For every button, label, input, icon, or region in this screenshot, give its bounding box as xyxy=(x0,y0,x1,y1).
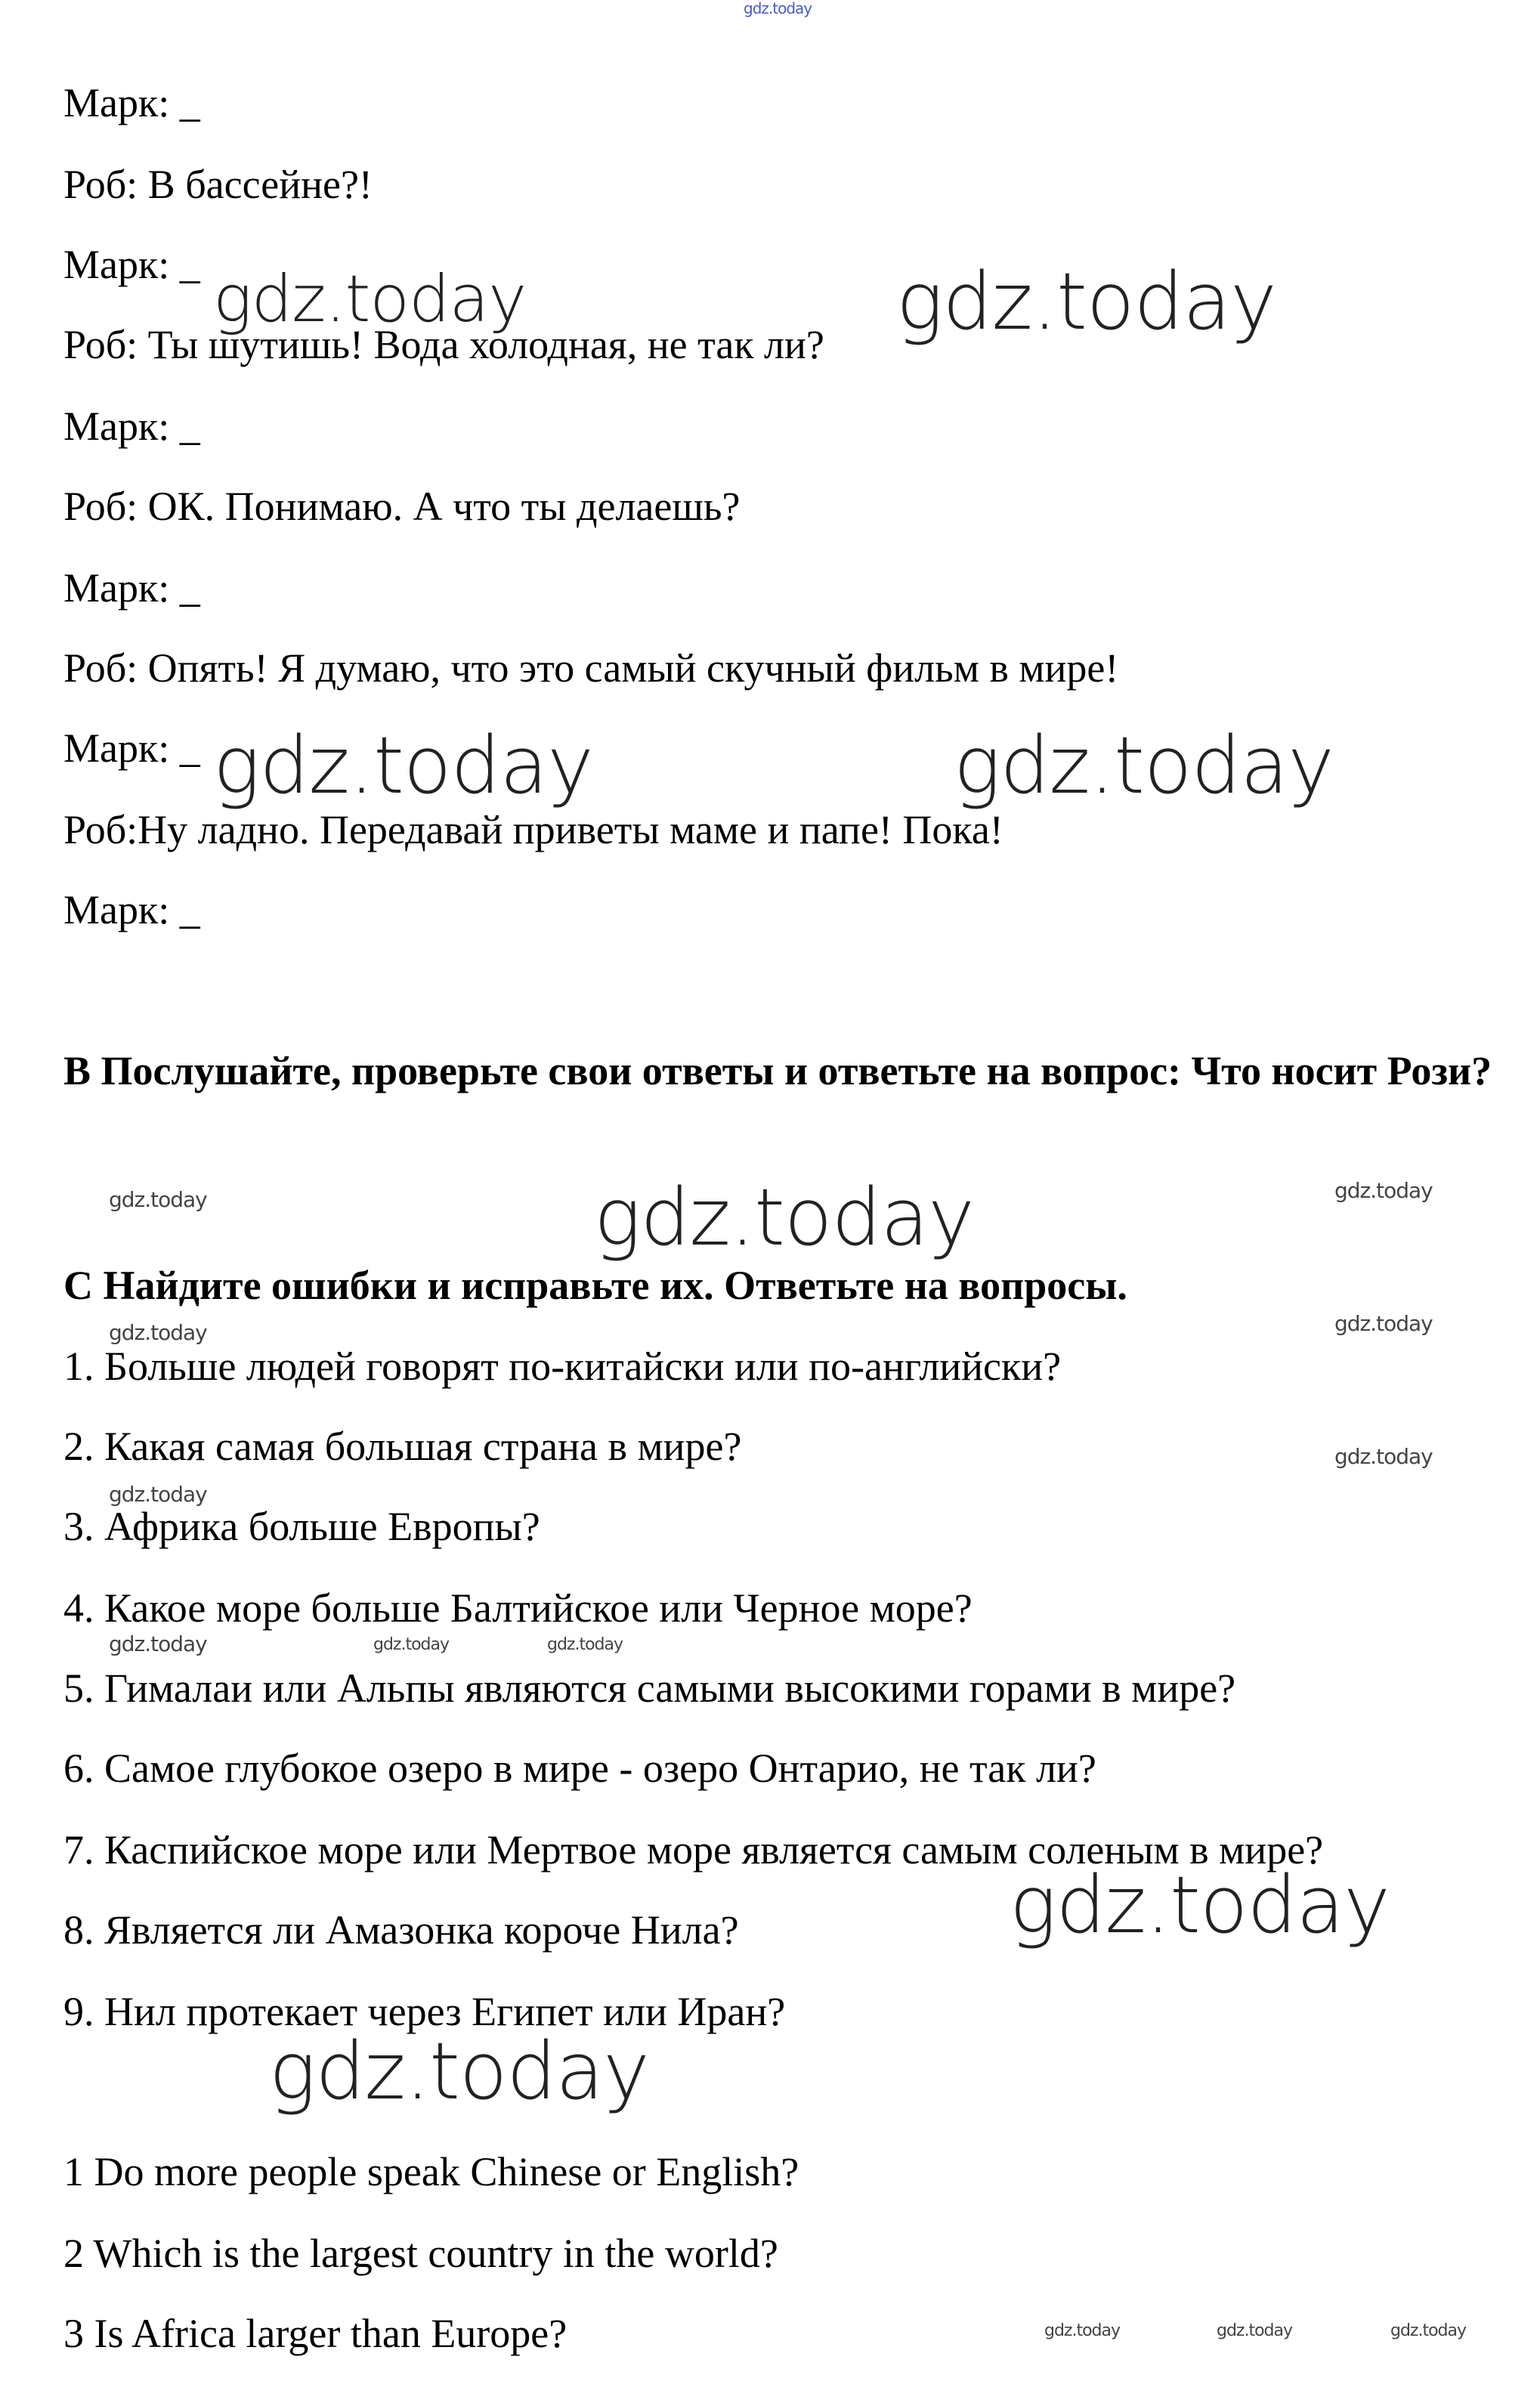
dialogue-line: Роб: Опять! Я думаю, что это самый скучный фильм в мире! xyxy=(63,645,1119,691)
dialogue-line: Марк: _ xyxy=(63,404,200,449)
watermark: gdz.today xyxy=(1010,1859,1390,1951)
dialogue-line: Роб: ОК. Понимаю. А что ты делаешь? xyxy=(63,484,741,529)
watermark: gdz.today xyxy=(213,719,593,812)
watermark: gdz.today xyxy=(1217,2321,1293,2340)
dialogue-line: Роб:Ну ладно. Передавай приветы маме и папе! Пока! xyxy=(63,807,1003,852)
question-ru: 3. Африка больше Европы? xyxy=(63,1504,540,1549)
dialogue-line: Марк: _ xyxy=(63,565,200,611)
watermark: gdz.today xyxy=(373,1635,450,1654)
watermark: gdz.today xyxy=(1390,2321,1467,2340)
watermark: gdz.today xyxy=(1334,1311,1433,1336)
dialogue-line: Роб: Ты шутишь! Вода холодная, не так ли? xyxy=(63,322,824,367)
watermark-top: gdz.today xyxy=(744,0,812,17)
watermark: gdz.today xyxy=(594,1171,974,1263)
watermark: gdz.today xyxy=(954,719,1334,812)
watermark: gdz.today xyxy=(109,1320,207,1345)
question-en: 3 Is Africa larger than Europe? xyxy=(63,2311,567,2356)
watermark: gdz.today xyxy=(269,2025,649,2117)
dialogue-line: Роб: В бассейне?! xyxy=(63,162,373,207)
watermark: gdz.today xyxy=(109,1482,207,1507)
watermark: gdz.today xyxy=(109,1631,207,1656)
dialogue-line: Марк: _ xyxy=(63,725,200,771)
question-en: 1 Do more people speak Chinese or English? xyxy=(63,2149,799,2194)
watermark: gdz.today xyxy=(1334,1444,1433,1469)
question-ru: 2. Какая самая большая страна в мире? xyxy=(63,1424,742,1469)
question-ru: 8. Является ли Амазонка короче Нила? xyxy=(63,1907,739,1953)
dialogue-line: Марк: _ xyxy=(63,242,200,287)
question-ru: 9. Нил протекает через Египет или Иран? xyxy=(63,1989,786,2034)
watermark: gdz.today xyxy=(213,261,527,337)
section-b-heading: B Послушайте, проверьте свои ответы и ответьте на вопрос: Что носит Рози? xyxy=(63,1048,1492,1093)
watermark: gdz.today xyxy=(896,255,1276,348)
watermark: gdz.today xyxy=(109,1187,207,1212)
dialogue-line: Марк: _ xyxy=(63,887,200,932)
watermark: gdz.today xyxy=(1334,1178,1433,1203)
watermark: gdz.today xyxy=(547,1635,623,1654)
dialogue-line: Марк: _ xyxy=(63,80,200,125)
question-ru: 4. Какое море больше Балтийское или Черное море? xyxy=(63,1585,973,1631)
question-ru: 5. Гималаи или Альпы являются самыми высокими горами в мире? xyxy=(63,1665,1236,1711)
question-en: 2 Which is the largest country in the world? xyxy=(63,2231,778,2276)
question-ru: 1. Больше людей говорят по-китайски или по-английски? xyxy=(63,1344,1062,1389)
question-ru: 7. Каспийское море или Мертвое море является самым соленым в мире? xyxy=(63,1827,1324,1873)
watermark: gdz.today xyxy=(1044,2321,1121,2340)
question-ru: 6. Самое глубокое озеро в мире - озеро Онтарио, не так ли? xyxy=(63,1746,1096,1791)
section-c-heading: C Найдите ошибки и исправьте их. Ответьте на вопросы. xyxy=(63,1263,1127,1308)
